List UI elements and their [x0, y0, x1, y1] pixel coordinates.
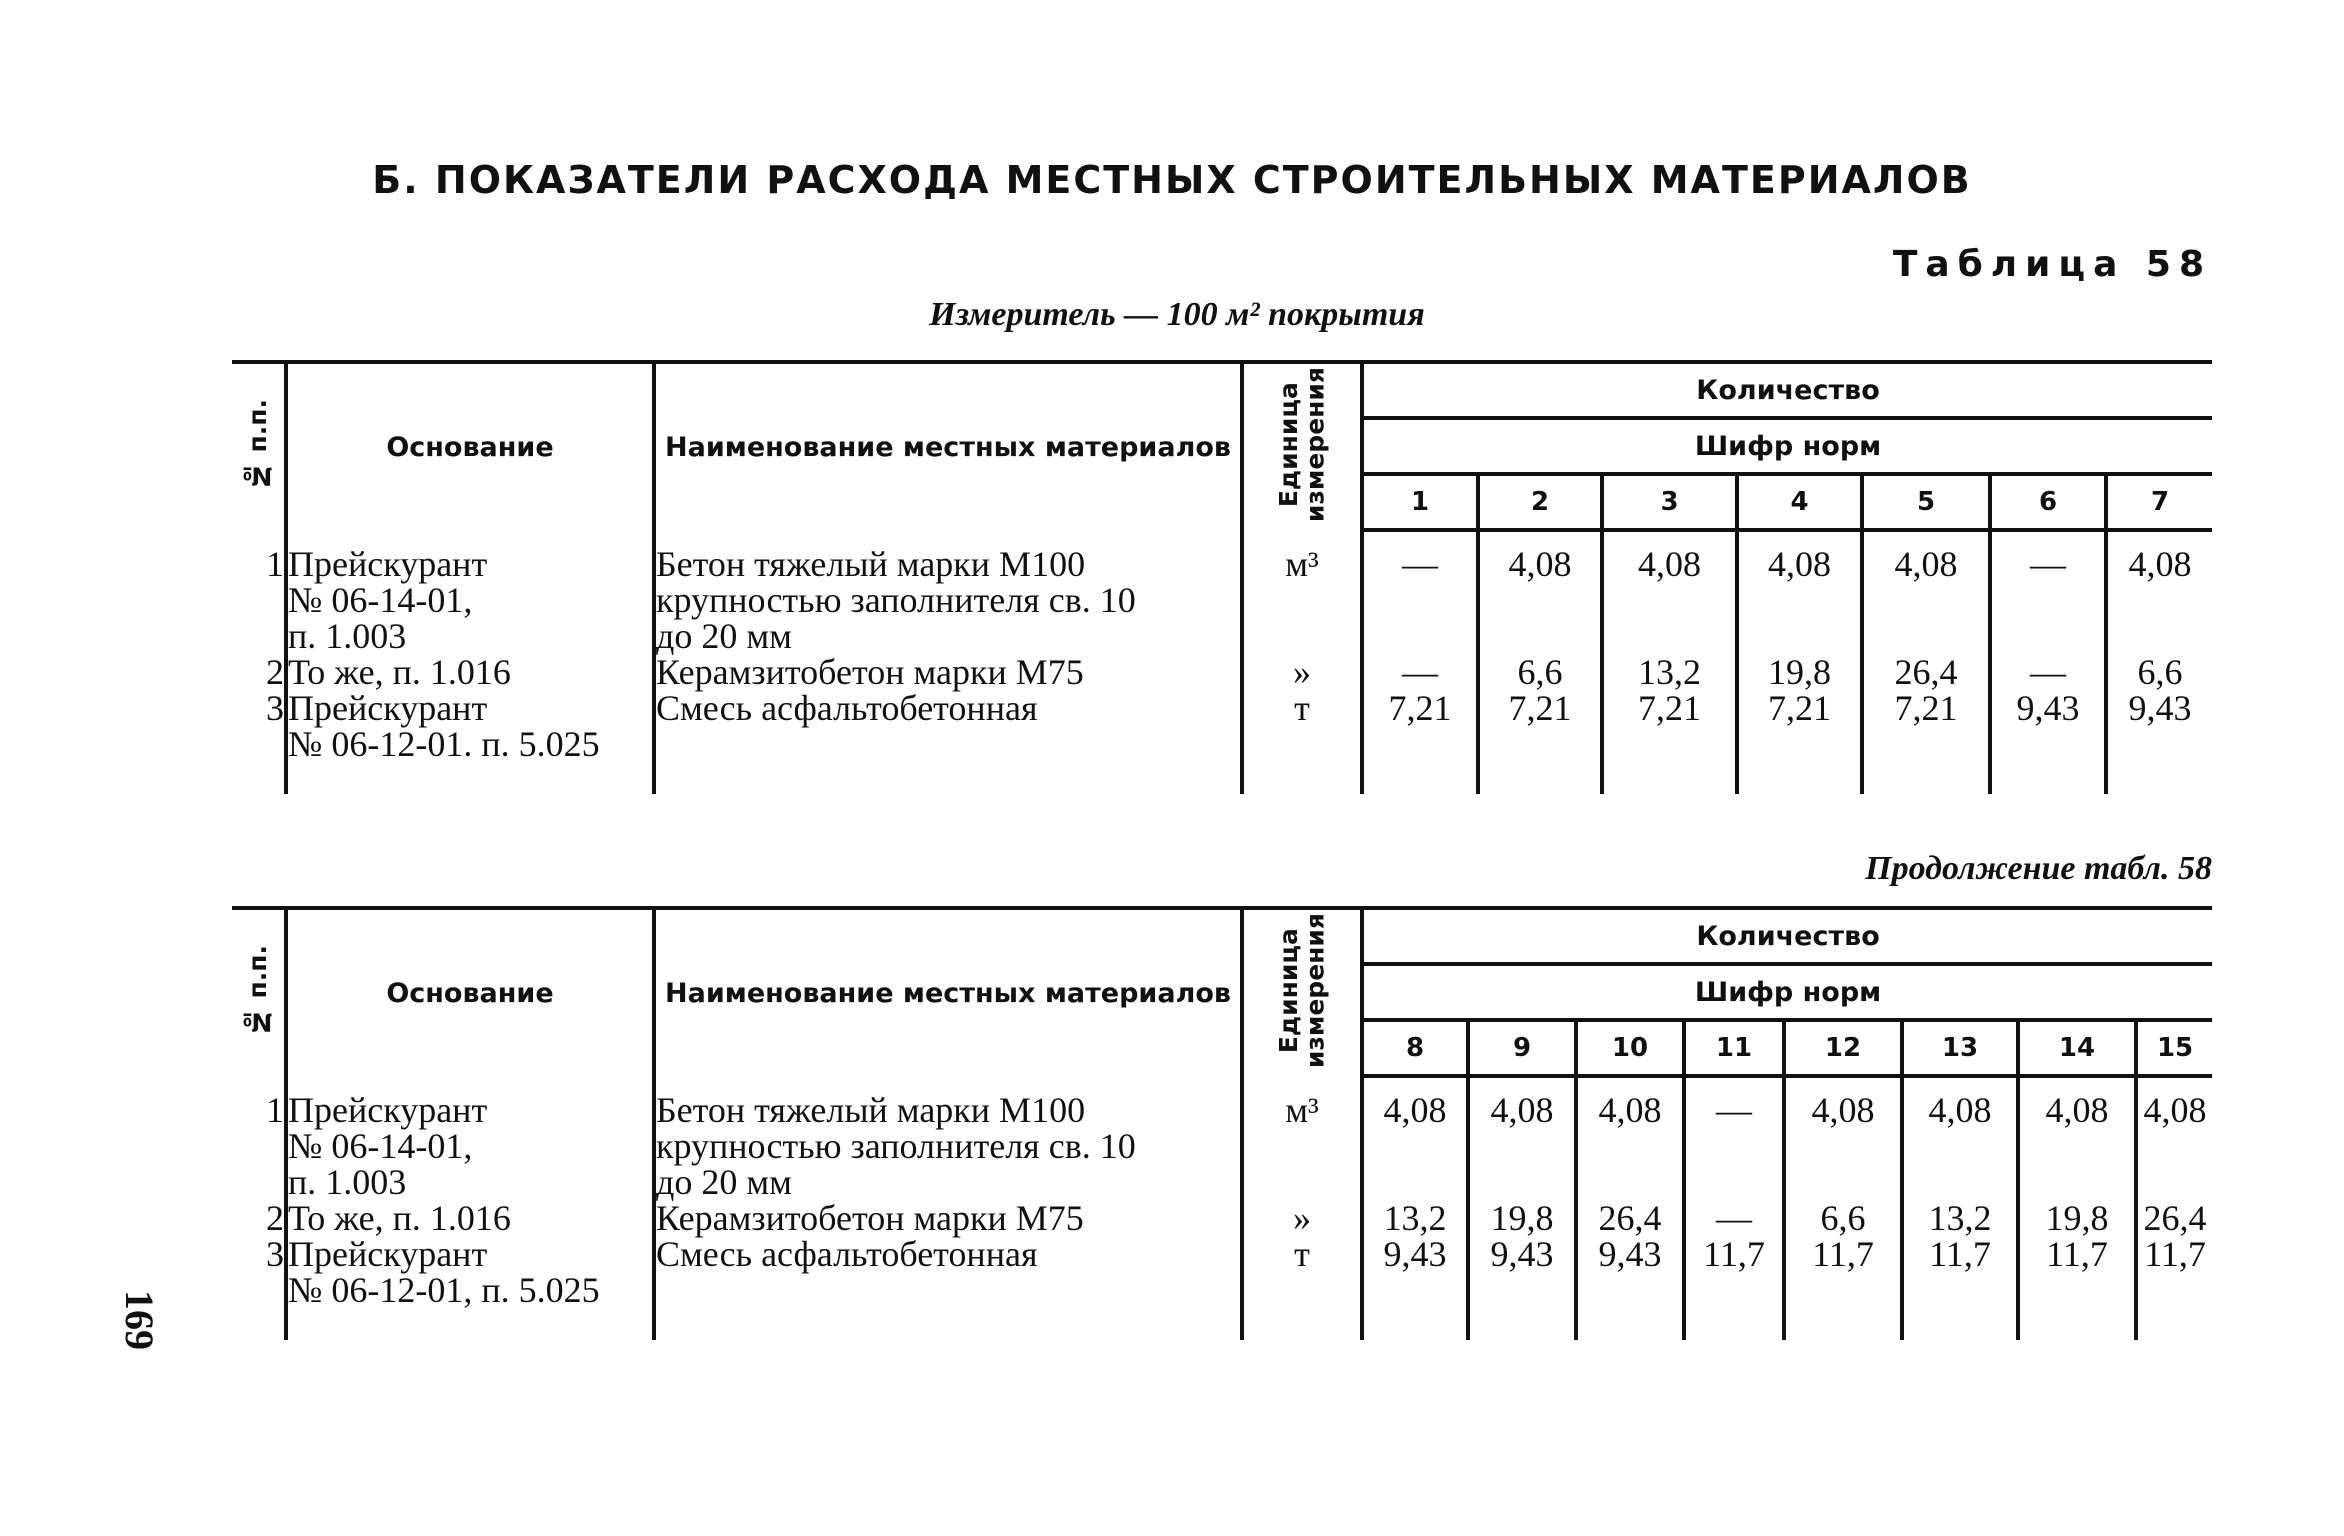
row-unit: т: [1242, 1236, 1362, 1308]
norm-value-cell: [1990, 690, 2106, 762]
filler-cell: [1902, 1308, 2018, 1340]
norm-column-header: 8: [1362, 1020, 1468, 1076]
header-unit: Единица измерения: [1242, 908, 1362, 1076]
filler-cell: [1242, 762, 1362, 794]
norm-value-cell: [2106, 654, 2212, 690]
norm-value-cell: [1684, 1236, 1784, 1308]
filler-cell: [1362, 762, 1478, 794]
basis-line: Прейскурант: [288, 1090, 488, 1130]
filler-cell: [654, 762, 1242, 794]
norm-value: 26,4: [1894, 652, 1958, 692]
page-number: 169: [117, 1290, 162, 1350]
filler-cell: [654, 1308, 1242, 1340]
norm-column-header: 2: [1478, 474, 1602, 530]
norm-value-cell: [1362, 1236, 1468, 1308]
table-row: [232, 546, 2212, 654]
filler-cell: [232, 1308, 286, 1340]
material-line: крупностью заполнителя св. 10: [656, 580, 1136, 620]
norm-value-cell: [2106, 690, 2212, 762]
norm-value: 11,7: [1929, 1234, 1991, 1274]
filler-cell: [1784, 1308, 1902, 1340]
row-material: [654, 690, 1242, 762]
norm-column-header: 5: [1862, 474, 1990, 530]
norm-value: 7,21: [1388, 688, 1452, 728]
basis-line: № 06-14-01,: [288, 1126, 473, 1166]
norm-value-cell: [1478, 654, 1602, 690]
material-line: до 20 мм: [656, 1162, 792, 1202]
norm-value-cell: [1737, 546, 1862, 654]
norm-value: —: [1716, 1090, 1752, 1130]
filler-cell: [286, 1308, 654, 1340]
norm-value: 4,08: [1598, 1090, 1662, 1130]
norm-value: 11,7: [2144, 1234, 2206, 1274]
row-number: 2: [232, 654, 286, 690]
norm-value-cell: [2018, 1092, 2136, 1200]
norm-value-cell: [1784, 1092, 1902, 1200]
norm-value-cell: [1468, 1200, 1576, 1236]
basis-line: Прейскурант: [288, 1234, 488, 1274]
row-unit: »: [1242, 1200, 1362, 1236]
norm-value: 9,43: [1490, 1234, 1554, 1274]
row-number: 2: [232, 1200, 286, 1236]
norm-value: 13,2: [1383, 1198, 1447, 1238]
filler-cell: [1478, 762, 1602, 794]
material-line: Бетон тяжелый марки М100: [656, 1090, 1086, 1130]
norm-value: 4,08: [1508, 544, 1572, 584]
filler-cell: [1468, 1308, 1576, 1340]
norm-value: 19,8: [1490, 1198, 1554, 1238]
norm-value-cell: [1362, 654, 1478, 690]
row-material: [654, 546, 1242, 654]
filler-cell: [1862, 762, 1990, 794]
row-number: 3: [232, 1236, 286, 1308]
norm-value: 26,4: [2143, 1198, 2207, 1238]
row-material: [654, 1092, 1242, 1200]
norm-value: 26,4: [1598, 1198, 1662, 1238]
header-norm-code: Шифр норм: [1362, 964, 2212, 1020]
row-basis: [286, 690, 654, 762]
basis-line: п. 1.003: [288, 616, 407, 656]
norm-column-header: 6: [1990, 474, 2106, 530]
basis-line: п. 1.003: [288, 1162, 407, 1202]
norm-value: 11,7: [2046, 1234, 2108, 1274]
basis-line: То же, п. 1.016: [288, 1198, 511, 1238]
norm-column-header: 3: [1602, 474, 1737, 530]
norm-value: 9,43: [1598, 1234, 1662, 1274]
norm-value: 19,8: [2045, 1198, 2109, 1238]
norm-value-cell: [2136, 1236, 2212, 1308]
filler-cell: [2136, 1308, 2212, 1340]
material-line: Смесь асфальтобетонная: [656, 1234, 1038, 1274]
header-basis: Основание: [286, 362, 654, 530]
norm-value-cell: [1362, 1092, 1468, 1200]
material-line: Керамзитобетон марки М75: [656, 1198, 1084, 1238]
row-basis: [286, 546, 654, 654]
norm-column-header: 13: [1902, 1020, 2018, 1076]
filler-cell: [232, 762, 286, 794]
norm-value: 4,08: [1638, 544, 1701, 584]
norm-value: 4,08: [1928, 1090, 1992, 1130]
norm-value: 9,43: [2128, 688, 2192, 728]
row-unit: т: [1242, 690, 1362, 762]
norm-value: 9,43: [1383, 1234, 1447, 1274]
filler-cell: [1362, 1308, 1468, 1340]
norm-column-header: 15: [2136, 1020, 2212, 1076]
table-row: [232, 690, 2212, 762]
norm-value-cell: [1576, 1092, 1684, 1200]
row-number: 3: [232, 690, 286, 762]
norm-value-cell: [1362, 690, 1478, 762]
norm-value: 11,7: [1703, 1234, 1765, 1274]
row-unit: м³: [1242, 546, 1362, 654]
norm-value: 6,6: [2137, 652, 2183, 692]
material-line: Керамзитобетон марки М75: [656, 652, 1084, 692]
filler-cell: [1602, 762, 1737, 794]
norm-column-header: 10: [1576, 1020, 1684, 1076]
norm-column-header: 4: [1737, 474, 1862, 530]
norm-value-cell: [1784, 1200, 1902, 1236]
norm-value-cell: [2136, 1200, 2212, 1236]
norm-value: 7,21: [1768, 688, 1831, 728]
header-material: Наименование местных материалов: [654, 362, 1242, 530]
header-material: Наименование местных материалов: [654, 908, 1242, 1076]
norm-value: 7,21: [1508, 688, 1572, 728]
basis-line: № 06-12-01. п. 5.025: [288, 724, 600, 764]
row-basis: [286, 654, 654, 690]
row-material: [654, 654, 1242, 690]
row-number: 1: [232, 1092, 286, 1200]
header-num: № п.п.: [232, 362, 286, 530]
row-number: 1: [232, 546, 286, 654]
norm-value: 4,08: [1894, 544, 1958, 584]
row-basis: [286, 1200, 654, 1236]
norm-value-cell: [1862, 654, 1990, 690]
norms-table-1: [232, 360, 2212, 794]
norm-value: 6,6: [1517, 652, 1563, 692]
header-num: № п.п.: [232, 908, 286, 1076]
norm-value-cell: [1576, 1200, 1684, 1236]
norm-value-cell: [1684, 1092, 1784, 1200]
filler-cell: [286, 762, 654, 794]
norm-value: 7,21: [1894, 688, 1958, 728]
row-material: [654, 1236, 1242, 1308]
basis-line: То же, п. 1.016: [288, 652, 511, 692]
header-norm-code: Шифр норм: [1362, 418, 2212, 474]
norm-value-cell: [1990, 654, 2106, 690]
norm-value-cell: [1602, 690, 1737, 762]
norm-value: 4,08: [2128, 544, 2192, 584]
table-row: [232, 1092, 2212, 1200]
norm-value-cell: [2018, 1200, 2136, 1236]
basis-line: № 06-12-01, п. 5.025: [288, 1270, 600, 1310]
basis-line: Прейскурант: [288, 688, 488, 728]
row-unit: »: [1242, 654, 1362, 690]
filler-cell: [2106, 762, 2212, 794]
norm-value-cell: [2106, 546, 2212, 654]
filler-cell: [1990, 762, 2106, 794]
norm-value-cell: [1602, 654, 1737, 690]
header-unit: Единица измерения: [1242, 362, 1362, 530]
norm-column-header: 1: [1362, 474, 1478, 530]
material-line: до 20 мм: [656, 616, 792, 656]
basis-line: Прейскурант: [288, 544, 488, 584]
norm-column-header: 14: [2018, 1020, 2136, 1076]
document-heading: Б. ПОКАЗАТЕЛИ РАСХОДА МЕСТНЫХ СТРОИТЕЛЬНЫХ МАТЕРИАЛОВ: [372, 158, 1972, 202]
norm-value-cell: [1362, 1200, 1468, 1236]
norm-value: 13,2: [1638, 652, 1701, 692]
filler-cell: [1684, 1308, 1784, 1340]
norm-value: —: [1716, 1198, 1752, 1238]
norm-value: 9,43: [2016, 688, 2080, 728]
continuation-caption: Продолжение табл. 58: [1865, 850, 2212, 887]
norm-value-cell: [1468, 1092, 1576, 1200]
basis-line: № 06-14-01,: [288, 580, 473, 620]
norm-value: 4,08: [2143, 1090, 2207, 1130]
material-line: Смесь асфальтобетонная: [656, 688, 1038, 728]
norm-value-cell: [1684, 1200, 1784, 1236]
header-quantity: Количество: [1362, 362, 2212, 418]
measure-caption: Измеритель — 100 м² покрытия: [929, 296, 1425, 333]
table-label: Таблица 58: [1892, 244, 2212, 285]
filler-cell: [1576, 1308, 1684, 1340]
row-basis: [286, 1092, 654, 1200]
norm-value: 19,8: [1768, 652, 1831, 692]
filler-cell: [1737, 762, 1862, 794]
row-unit: м³: [1242, 1092, 1362, 1200]
norm-value: 4,08: [1811, 1090, 1875, 1130]
header-quantity: Количество: [1362, 908, 2212, 964]
norm-value: 4,08: [1383, 1090, 1447, 1130]
norm-value-cell: [2018, 1236, 2136, 1308]
norm-value-cell: [1737, 690, 1862, 762]
norm-value-cell: [2136, 1092, 2212, 1200]
header-basis: Основание: [286, 908, 654, 1076]
norm-value-cell: [1602, 546, 1737, 654]
norm-value-cell: [1478, 546, 1602, 654]
norm-column-header: 7: [2106, 474, 2212, 530]
norm-value-cell: [1576, 1236, 1684, 1308]
table-row: [232, 1200, 2212, 1236]
norm-value-cell: [1468, 1236, 1576, 1308]
norm-value: 11,7: [1812, 1234, 1874, 1274]
norm-value: —: [1402, 652, 1438, 692]
filler-cell: [1242, 1308, 1362, 1340]
norm-value-cell: [1478, 690, 1602, 762]
norm-value: —: [2030, 652, 2066, 692]
norm-value: 4,08: [2045, 1090, 2109, 1130]
norm-value-cell: [1862, 546, 1990, 654]
norm-value: —: [2030, 544, 2066, 584]
norm-column-header: 12: [1784, 1020, 1902, 1076]
norms-table-2: [232, 906, 2212, 1340]
norm-value: 7,21: [1638, 688, 1701, 728]
norm-value-cell: [1990, 546, 2106, 654]
filler-cell: [2018, 1308, 2136, 1340]
norm-value-cell: [1784, 1236, 1902, 1308]
norm-value-cell: [1902, 1236, 2018, 1308]
norm-value-cell: [1737, 654, 1862, 690]
material-line: Бетон тяжелый марки М100: [656, 544, 1086, 584]
norm-value: —: [1402, 544, 1438, 584]
table-row: [232, 1236, 2212, 1308]
row-material: [654, 1200, 1242, 1236]
norm-value: 6,6: [1820, 1198, 1866, 1238]
norm-value: 13,2: [1928, 1198, 1992, 1238]
norm-column-header: 11: [1684, 1020, 1784, 1076]
norm-value-cell: [1862, 690, 1990, 762]
norm-value: 4,08: [1490, 1090, 1554, 1130]
norm-value-cell: [1902, 1092, 2018, 1200]
norm-value-cell: [1362, 546, 1478, 654]
row-basis: [286, 1236, 654, 1308]
material-line: крупностью заполнителя св. 10: [656, 1126, 1136, 1166]
table-row: [232, 654, 2212, 690]
norm-value: 4,08: [1768, 544, 1831, 584]
norm-value-cell: [1902, 1200, 2018, 1236]
norm-column-header: 9: [1468, 1020, 1576, 1076]
